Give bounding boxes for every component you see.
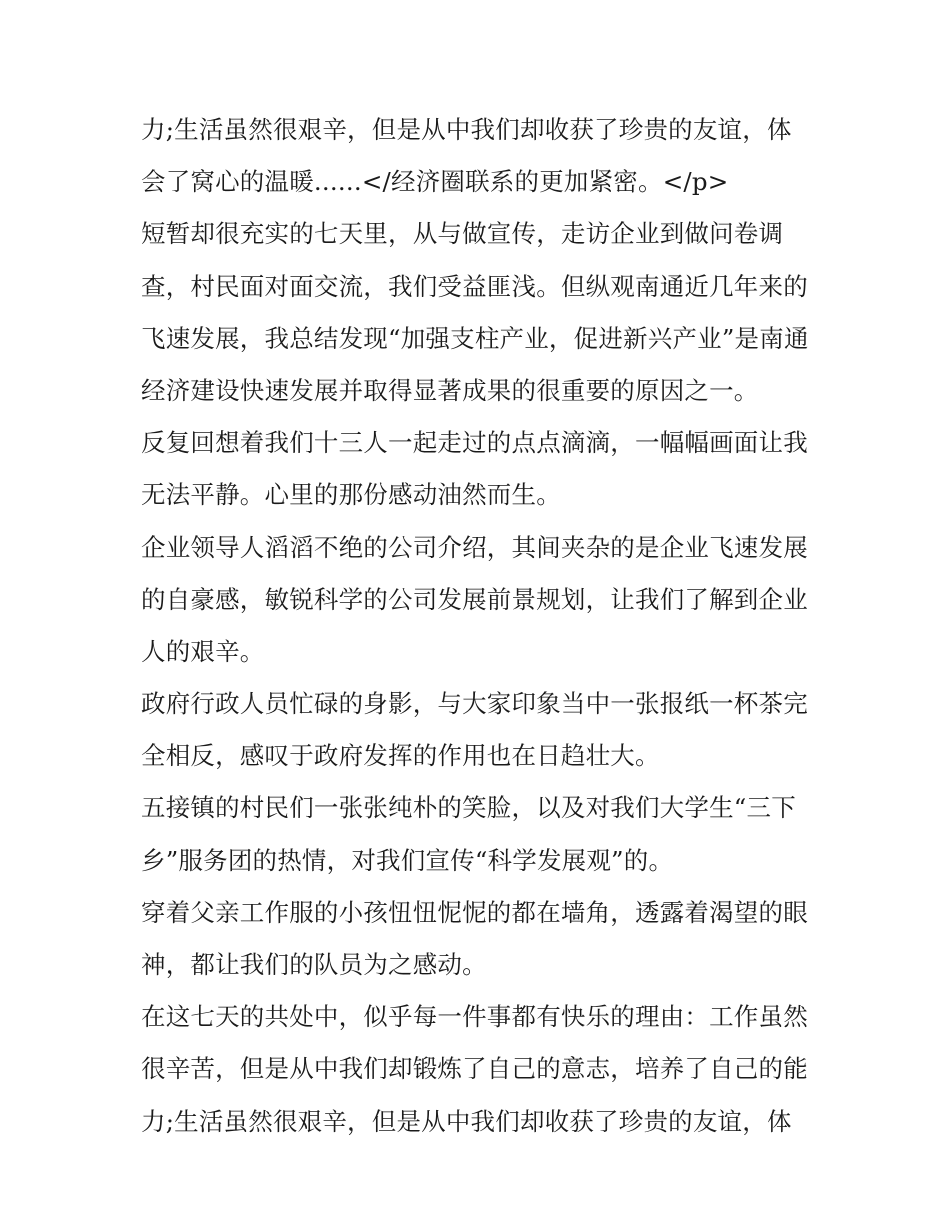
text-line: 乡”服务团的热情，对我们宣传“科学发展观”的。 [141, 845, 674, 875]
text-line: 力;生活虽然很艰辛，但是从中我们却收获了珍贵的友谊，体 [141, 1106, 792, 1136]
text-line: 会了窝心的温暖......</经济圈联系的更加紧密。</p> [141, 167, 729, 197]
text-line: 企业领导人滔滔不绝的公司介绍，其间夹杂的是企业飞速发展 [141, 532, 808, 562]
text-line: 力;生活虽然很艰辛，但是从中我们却收获了珍贵的友谊，体 [141, 115, 792, 144]
text-line: 飞速发展，我总结发现“加强支柱产业，促进新兴产业”是南通 [141, 323, 809, 353]
document-body [141, 104, 821, 1148]
text-line: 穿着父亲工作服的小孩忸忸怩怩的都在墙角，透露着渴望的眼 [141, 897, 808, 927]
text-line: 很辛苦，但是从中我们却锻炼了自己的意志，培养了自己的能 [141, 1054, 808, 1084]
text-line: 神，都让我们的队员为之感动。 [141, 950, 487, 979]
text-line: 查，村民面对面交流，我们受益匪浅。但纵观南通近几年来的 [141, 271, 808, 301]
text-line: 短暂却很充实的七天里，从与做宣传，走访企业到做问卷调 [141, 219, 784, 249]
text-line: 全相反，感叹于政府发挥的作用也在日趋壮大。 [141, 741, 660, 771]
text-line: 的自豪感，敏锐科学的公司发展前景规划，让我们了解到企业 [141, 584, 808, 614]
text-line: 无法平静。心里的那份感动油然而生。 [141, 480, 561, 510]
text-line: 反复回想着我们十三人一起走过的点点滴滴，一幅幅画面让我 [141, 428, 808, 458]
text-line: 在这七天的共处中，似乎每一件事都有快乐的理由：工作虽然 [141, 1002, 808, 1032]
text-line: 五接镇的村民们一张张纯朴的笑脸，以及对我们大学生“三下 [141, 793, 796, 823]
text-line: 政府行政人员忙碌的身影，与大家印象当中一张报纸一杯茶完 [141, 689, 808, 719]
text-line: 经济建设快速发展并取得显著成果的很重要的原因之一。 [141, 375, 759, 405]
text-line: 人的艰辛。 [141, 636, 265, 666]
